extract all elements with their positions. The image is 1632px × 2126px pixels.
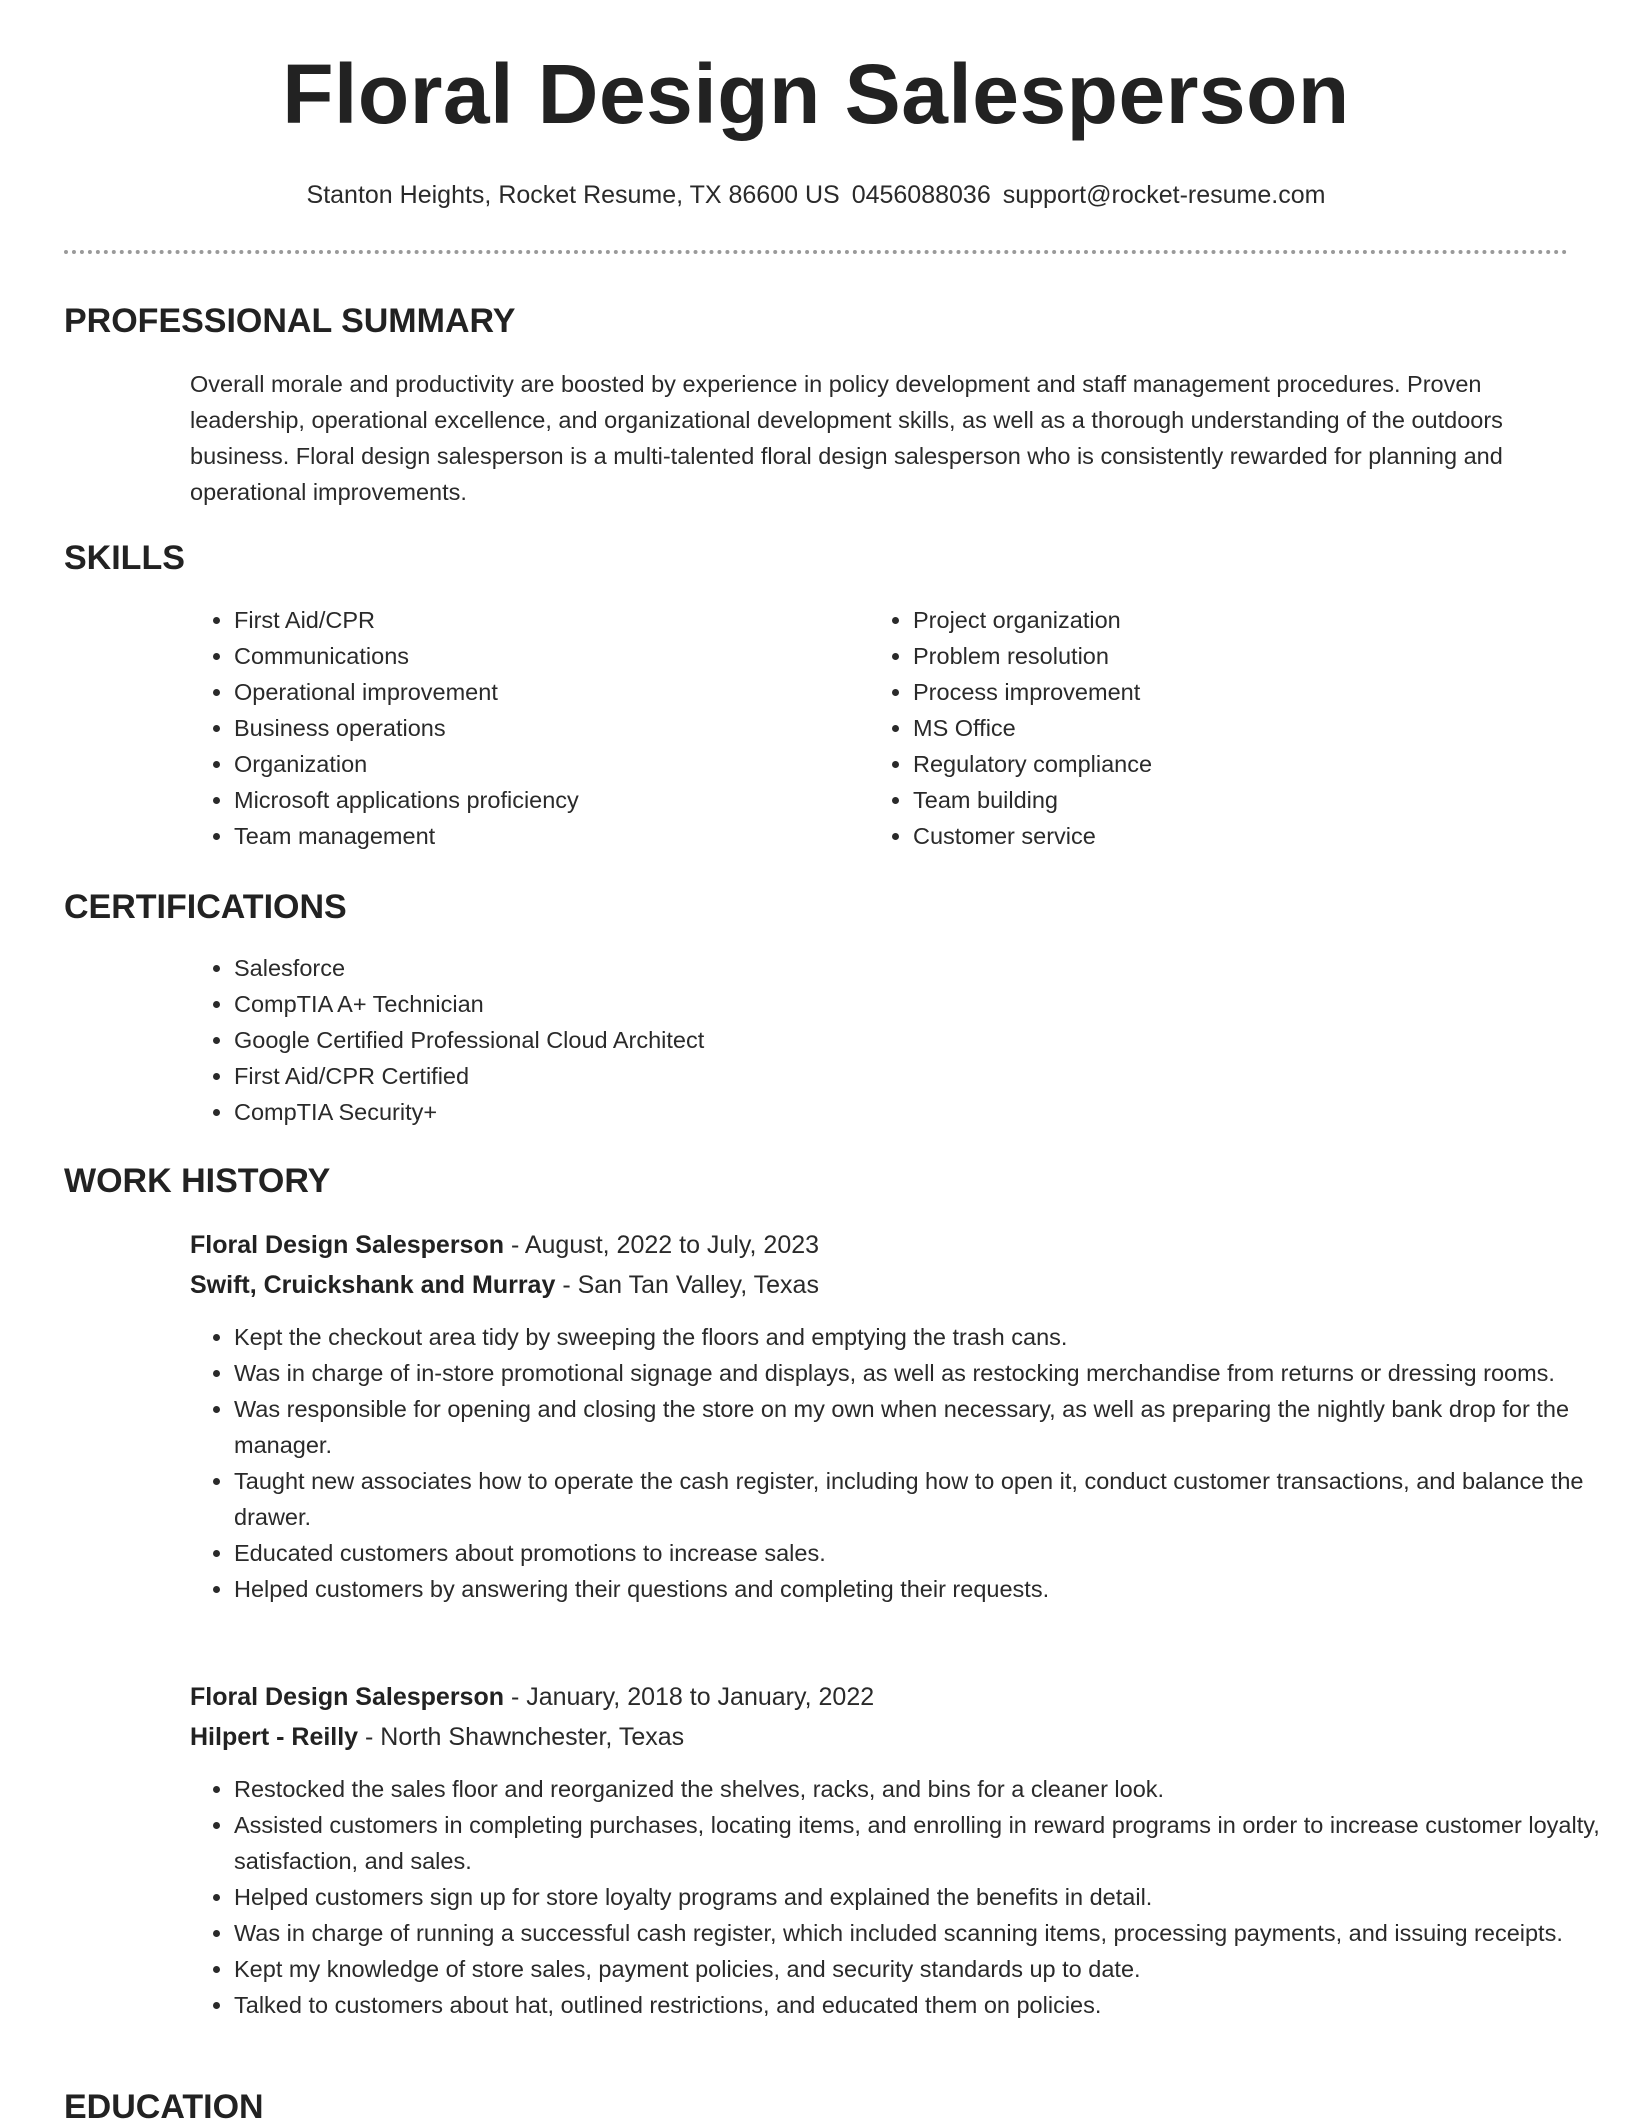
education-heading: EDUCATION [64,2088,264,2126]
skill-item: • Operational improvement [234,674,834,710]
certification-item: • Salesforce [234,950,1534,986]
skills-list-right [869,602,1513,854]
job-company: Hilpert - Reilly [190,1723,359,1751]
contact-address: Stanton Heights, Rocket Resume, TX 86600 US [306,181,840,209]
contact-phone: 0456088036 [851,181,991,209]
certification-item: • CompTIA Security+ [234,1094,1534,1130]
certification-item: • Google Certified Professional Cloud Architect [234,1022,1534,1058]
job-duty: • Taught new associates how to operate the cash register, including how to open it, conduct customer transactions, and balance the drawer. [234,1463,1614,1535]
contact-line [0,183,1632,208]
skill-item: • MS Office [913,710,1513,746]
job-title-line [190,1233,819,1258]
job-title-line [190,1685,874,1710]
job-duty: • Was in charge of running a successful cash register, which included scanning items, processing payments, and issuing receipts. [234,1915,1614,1951]
job-duty: • Helped customers by answering their questions and completing their requests. [234,1571,1614,1607]
skill-item: • Customer service [913,818,1513,854]
job-location: - San Tan Valley, Texas [555,1271,819,1299]
skill-item: • First Aid/CPR [234,602,834,638]
job-duty: • Was responsible for opening and closing the store on my own when necessary, as well as preparing the nightly bank drop for the manager. [234,1391,1614,1463]
job-duties-list [190,1771,1614,2023]
job-duty: • Assisted customers in completing purchases, locating items, and enrolling in reward programs in order to increase customer loyalty, satisfaction, and sales. [234,1807,1614,1879]
skill-item: • Process improvement [913,674,1513,710]
certification-item: • First Aid/CPR Certified [234,1058,1534,1094]
job-title: Floral Design Salesperson [190,1683,504,1711]
summary-heading: PROFESSIONAL SUMMARY [64,302,516,340]
job-dates: - January, 2018 to January, 2022 [504,1683,875,1711]
job-duties-list [190,1319,1614,1607]
job-title: Floral Design Salesperson [190,1231,504,1259]
contact-email: support@rocket-resume.com [1002,181,1326,209]
job-duty: • Kept my knowledge of store sales, payment policies, and security standards up to date. [234,1951,1614,1987]
certifications-heading: CERTIFICATIONS [64,888,347,926]
job-duty: • Educated customers about promotions to increase sales. [234,1535,1614,1571]
job-duty: • Was in charge of in-store promotional signage and displays, as well as restocking merchandise from returns or dressing rooms. [234,1355,1614,1391]
job-dates: - August, 2022 to July, 2023 [504,1231,820,1259]
skills-heading: SKILLS [64,539,185,577]
job-duty: • Restocked the sales floor and reorganized the shelves, racks, and bins for a cleaner look. [234,1771,1614,1807]
certifications-list [190,950,1534,1130]
job-duty: • Helped customers sign up for store loyalty programs and explained the benefits in detail. [234,1879,1614,1915]
job-company: Swift, Cruickshank and Murray [190,1271,556,1299]
job-location: - North Shawnchester, Texas [358,1723,685,1751]
job-duty: • Kept the checkout area tidy by sweeping the floors and emptying the trash cans. [234,1319,1614,1355]
work-history-heading: WORK HISTORY [64,1162,331,1200]
skill-item: • Communications [234,638,834,674]
skill-item: • Team building [913,782,1513,818]
summary-text: Overall morale and productivity are boosted by experience in policy development and staff management procedures. Proven leadership, operational excellence, and organizational development skills, as well as a thorough understanding of the outdoors business. Floral design salesperson is a multi-talented floral design salesperson who is consistently rewarded for planning and operational improvements. [190,371,1503,505]
skill-item: • Organization [234,746,834,782]
skill-item: • Project organization [913,602,1513,638]
job-company-line [190,1725,684,1750]
header-divider [64,250,1568,254]
skill-item: • Microsoft applications proficiency [234,782,834,818]
candidate-name: Floral Design Salesperson [282,47,1350,141]
skills-list-left [190,602,834,854]
skill-item: • Business operations [234,710,834,746]
skill-item: • Team management [234,818,834,854]
certification-item: • CompTIA A+ Technician [234,986,1534,1022]
skill-item: • Problem resolution [913,638,1513,674]
job-duty: • Talked to customers about hat, outlined restrictions, and educated them on policies. [234,1987,1614,2023]
skill-item: • Regulatory compliance [913,746,1513,782]
job-company-line [190,1273,819,1298]
